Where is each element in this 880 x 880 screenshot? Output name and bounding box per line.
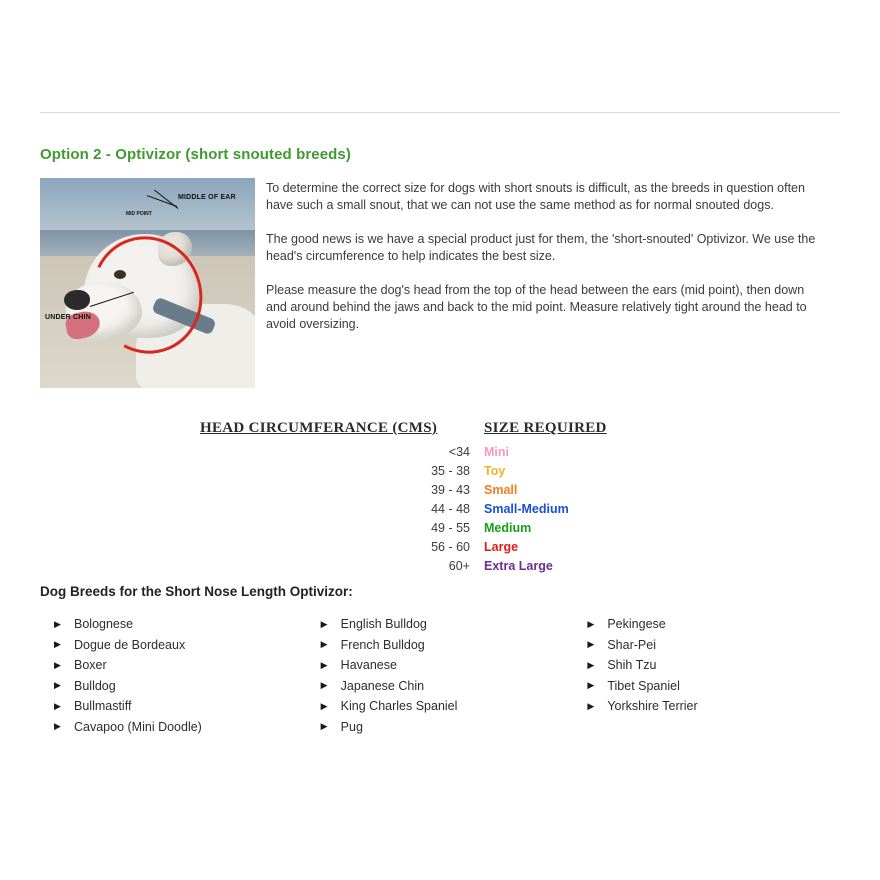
triangle-bullet-icon: ▶ [320, 618, 328, 629]
under-chin-label: UNDER CHIN [45, 314, 91, 321]
table-header-row [200, 420, 607, 443]
cell-size-required: Mini [484, 445, 509, 459]
breeds-title: Dog Breeds for the Short Nose Length Optivizor: [40, 584, 353, 599]
list-item [40, 696, 307, 717]
body-text [266, 180, 826, 350]
breed-label: Cavapoo (Mini Doodle) [74, 719, 202, 734]
cell-head-circumference: <34 [448, 445, 470, 459]
breed-label: Shar-Pei [607, 637, 656, 652]
triangle-bullet-icon: ▶ [587, 639, 595, 650]
list-item [573, 676, 840, 697]
triangle-bullet-icon: ▶ [320, 700, 328, 711]
table-row [200, 443, 607, 462]
list-item [573, 696, 840, 717]
table-row [200, 481, 607, 500]
breed-label: Bolognese [74, 617, 134, 632]
breed-column [573, 614, 840, 737]
table-row [200, 519, 607, 538]
breed-label: King Charles Spaniel [340, 699, 458, 714]
header-head-circumference: HEAD CIRCUMFERANCE (CMS) [200, 420, 438, 436]
triangle-bullet-icon: ▶ [54, 700, 61, 711]
triangle-bullet-icon: ▶ [320, 721, 328, 732]
section-heading: Option 2 - Optivizor (short snouted breeds) [40, 146, 351, 163]
measurement-photo [40, 178, 255, 388]
list-item [307, 676, 574, 697]
list-item [40, 614, 307, 635]
breed-label: Dogue de Bordeaux [74, 637, 186, 652]
breed-label: French Bulldog [340, 637, 425, 652]
middle-of-ear-label: MIDDLE OF EAR [178, 194, 236, 201]
triangle-bullet-icon: ▶ [320, 680, 328, 691]
list-item [40, 676, 307, 697]
table-row [200, 500, 607, 519]
breed-label: Bullmastiff [74, 699, 132, 714]
triangle-bullet-icon: ▶ [54, 659, 61, 670]
breed-label: English Bulldog [340, 617, 427, 632]
list-item [573, 655, 840, 676]
cell-head-circumference: 44 - 48 [431, 502, 470, 516]
paragraph-1: To determine the correct size for dogs with short snouts is difficult, as the breeds in question often have such a small snout, that we can not use the same method as for normal snouted dogs. [266, 181, 805, 212]
dog-nose [64, 290, 90, 310]
list-item [307, 696, 574, 717]
triangle-bullet-icon: ▶ [587, 659, 595, 670]
breed-label: Bulldog [74, 678, 116, 693]
list-item [307, 655, 574, 676]
photo-sky [40, 178, 255, 236]
cell-size-required: Toy [484, 464, 506, 478]
cell-head-circumference: 39 - 43 [431, 483, 470, 497]
cell-head-circumference: 35 - 38 [431, 464, 470, 478]
list-item [40, 655, 307, 676]
list-item [40, 717, 307, 738]
triangle-bullet-icon: ▶ [54, 721, 61, 732]
size-table-wrapper [200, 420, 620, 576]
list-item [307, 614, 574, 635]
breed-column [40, 614, 307, 737]
triangle-bullet-icon: ▶ [587, 700, 595, 711]
triangle-bullet-icon: ▶ [54, 639, 61, 650]
table-row [200, 557, 607, 576]
triangle-bullet-icon: ▶ [587, 680, 595, 691]
list-item [573, 635, 840, 656]
triangle-bullet-icon: ▶ [54, 680, 61, 691]
size-table-body [200, 443, 607, 576]
list-item [573, 614, 840, 635]
breed-label: Pug [340, 719, 363, 734]
cell-head-circumference: 49 - 55 [431, 521, 470, 535]
triangle-bullet-icon: ▶ [54, 618, 61, 629]
cell-size-required: Large [484, 540, 519, 554]
cell-size-required: Small [484, 483, 518, 497]
breed-label: Tibet Spaniel [607, 678, 680, 693]
breed-label: Boxer [74, 658, 107, 673]
breed-column [307, 614, 574, 737]
cell-head-circumference: 56 - 60 [431, 540, 470, 554]
breeds-columns [40, 614, 840, 737]
breed-label: Pekingese [607, 617, 666, 632]
breed-label: Japanese Chin [340, 678, 425, 693]
cell-head-circumference: 60+ [448, 559, 470, 573]
list-item [307, 635, 574, 656]
mid-point-label: MID POINT [126, 211, 152, 217]
cell-size-required: Extra Large [484, 559, 553, 573]
table-row [200, 538, 607, 557]
cell-size-required: Medium [484, 521, 532, 535]
table-row [200, 462, 607, 481]
triangle-bullet-icon: ▶ [320, 639, 328, 650]
paragraph-2: The good news is we have a special product just for them, the 'short-snouted' Optivizor. We use the head's circumference to help indicates the best size. [266, 232, 816, 263]
cell-size-required: Small-Medium [484, 502, 569, 516]
header-size-required: SIZE REQUIRED [484, 420, 607, 436]
paragraph-3: Please measure the dog's head from the top of the head between the ears (mid point), then down and around behind the jaws and back to the mid point. Measure relatively tight around the head to avoid oversizing. [266, 283, 807, 331]
triangle-bullet-icon: ▶ [587, 618, 595, 629]
breed-label: Havanese [340, 658, 397, 673]
list-item [40, 635, 307, 656]
triangle-bullet-icon: ▶ [320, 659, 328, 670]
breed-label: Shih Tzu [607, 658, 657, 673]
size-table [200, 420, 607, 576]
breed-label: Yorkshire Terrier [607, 699, 698, 714]
list-item [307, 717, 574, 738]
top-divider [40, 112, 840, 113]
